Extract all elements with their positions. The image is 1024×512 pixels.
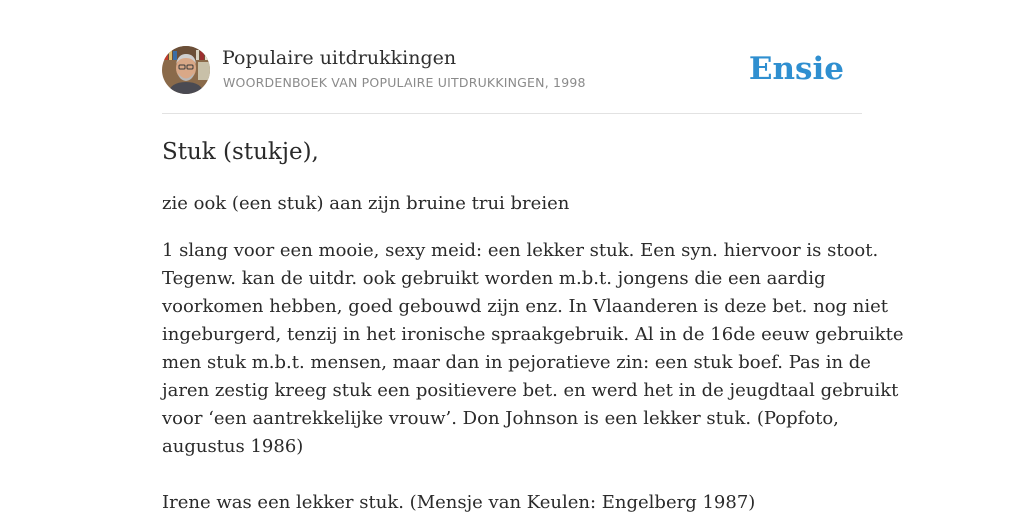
definition-line: men stuk m.b.t. mensen, maar dan in pejoratieve zin: een stuk boef. Pas in de bbox=[162, 352, 871, 373]
see-also-reference: zie ook (een stuk) aan zijn bruine trui breien bbox=[162, 193, 570, 214]
source-header bbox=[162, 46, 862, 114]
definition-line: 1 slang voor een mooie, sexy meid: een lekker stuk. Een syn. hiervoor is stoot. bbox=[162, 240, 879, 261]
source-title[interactable]: Populaire uitdrukkingen bbox=[222, 47, 457, 69]
source-subtitle: WOORDENBOEK VAN POPULAIRE UITDRUKKINGEN, 1998 bbox=[223, 75, 586, 90]
entry-title: Stuk (stukje), bbox=[162, 139, 319, 165]
definition-line: augustus 1986) bbox=[162, 436, 304, 457]
author-portrait-icon[interactable] bbox=[162, 46, 210, 94]
definition-line: voorkomen hebben, goed gebouwd zijn enz. In Vlaanderen is deze bet. nog niet bbox=[162, 296, 889, 317]
definition-line: jaren zestig kreeg stuk een positievere bet. en werd het in de jeugdtaal gebruikt bbox=[162, 380, 899, 401]
definition-line: ingeburgerd, tenzij in het ironische spraakgebruik. Al in de 16de eeuw gebruikte bbox=[162, 324, 904, 345]
entry-definition bbox=[162, 237, 904, 512]
definition-line: Tegenw. kan de uitdr. ook gebruikt worden m.b.t. jongens die een aardig bbox=[162, 268, 826, 289]
definition-line: voor ‘een aantrekkelijke vrouw’. Don Johnson is een lekker stuk. (Popfoto, bbox=[162, 408, 839, 429]
example-quote: Irene was een lekker stuk. (Mensje van Keulen: Engelberg 1987) bbox=[162, 492, 756, 512]
brand-logo[interactable]: Ensie bbox=[748, 51, 844, 87]
paragraph-gap bbox=[162, 461, 862, 489]
